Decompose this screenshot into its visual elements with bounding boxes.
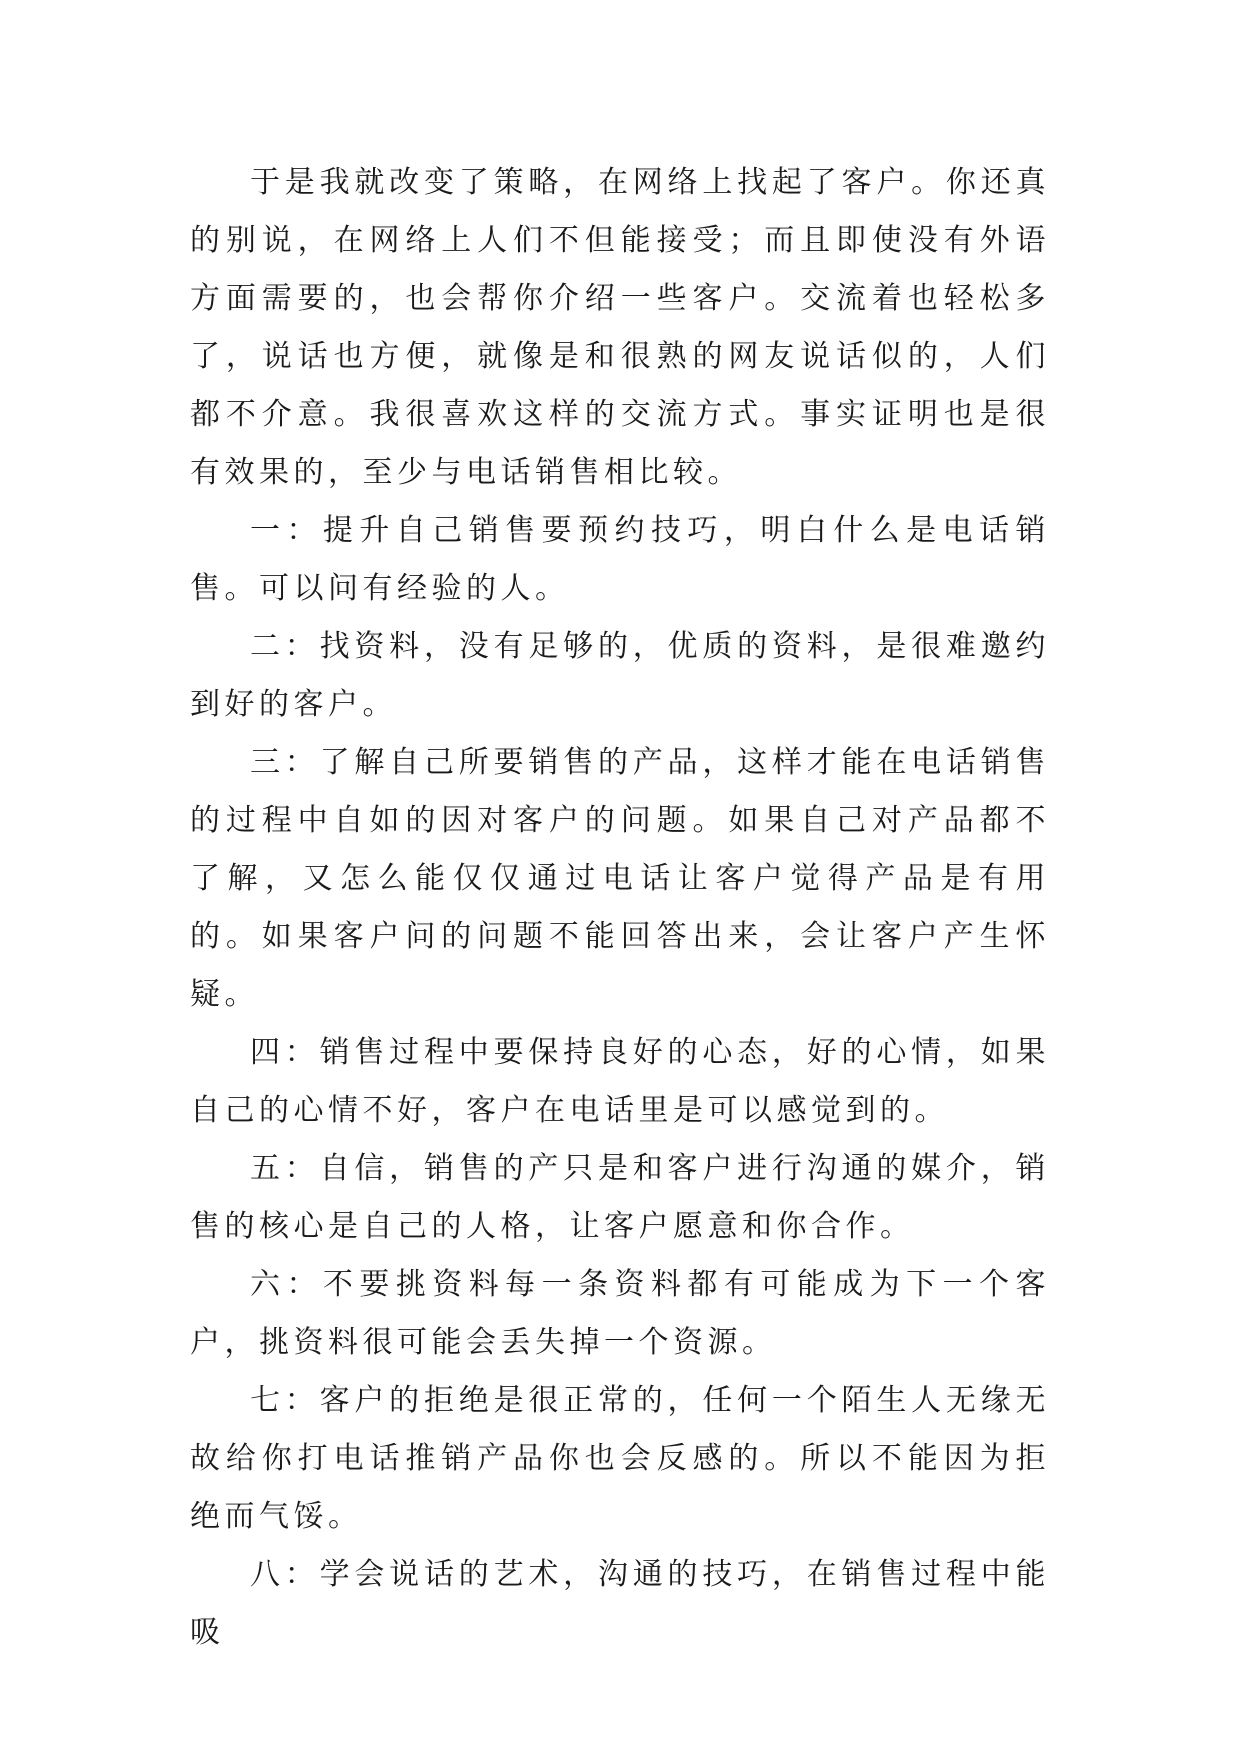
paragraph-tip-3: 三：了解自己所要销售的产品，这样才能在电话销售的过程中自如的因对客户的问题。如果自己对产品都不了解，又怎么能仅仅通过电话让客户觉得产品是有用的。如果客户问的问题不能回答出来，会让客户产生怀疑。 [190,745,1050,1012]
paragraph-tip-8: 八：学会说话的艺术，沟通的技巧，在销售过程中能吸 [190,1557,1050,1650]
paragraph-tip-7: 七：客户的拒绝是很正常的，任何一个陌生人无缘无故给你打电话推销产品你也会反感的。所以不能因为拒绝而气馁。 [190,1383,1050,1534]
paragraph-tip-5: 五：自信，销售的产只是和客户进行沟通的媒介，销售的核心是自己的人格，让客户愿意和你合作。 [190,1151,1050,1244]
paragraph-tip-6: 六：不要挑资料每一条资料都有可能成为下一个客户，挑资料很可能会丢失掉一个资源。 [190,1267,1050,1360]
document-page [190,154,1050,1662]
paragraph-tip-4: 四：销售过程中要保持良好的心态，好的心情，如果自己的心情不好，客户在电话里是可以感觉到的。 [190,1035,1050,1128]
paragraph-tip-2: 二：找资料，没有足够的，优质的资料，是很难邀约到好的客户。 [190,629,1050,722]
paragraph-tip-1: 一：提升自己销售要预约技巧，明白什么是电话销售。可以问有经验的人。 [190,513,1050,606]
paragraph-intro: 于是我就改变了策略，在网络上找起了客户。你还真的别说，在网络上人们不但能接受；而且即使没有外语方面需要的，也会帮你介绍一些客户。交流着也轻松多了，说话也方便，就像是和很熟的网友说话似的，人们都不介意。我很喜欢这样的交流方式。事实证明也是很有效果的，至少与电话销售相比较。 [190,165,1050,490]
